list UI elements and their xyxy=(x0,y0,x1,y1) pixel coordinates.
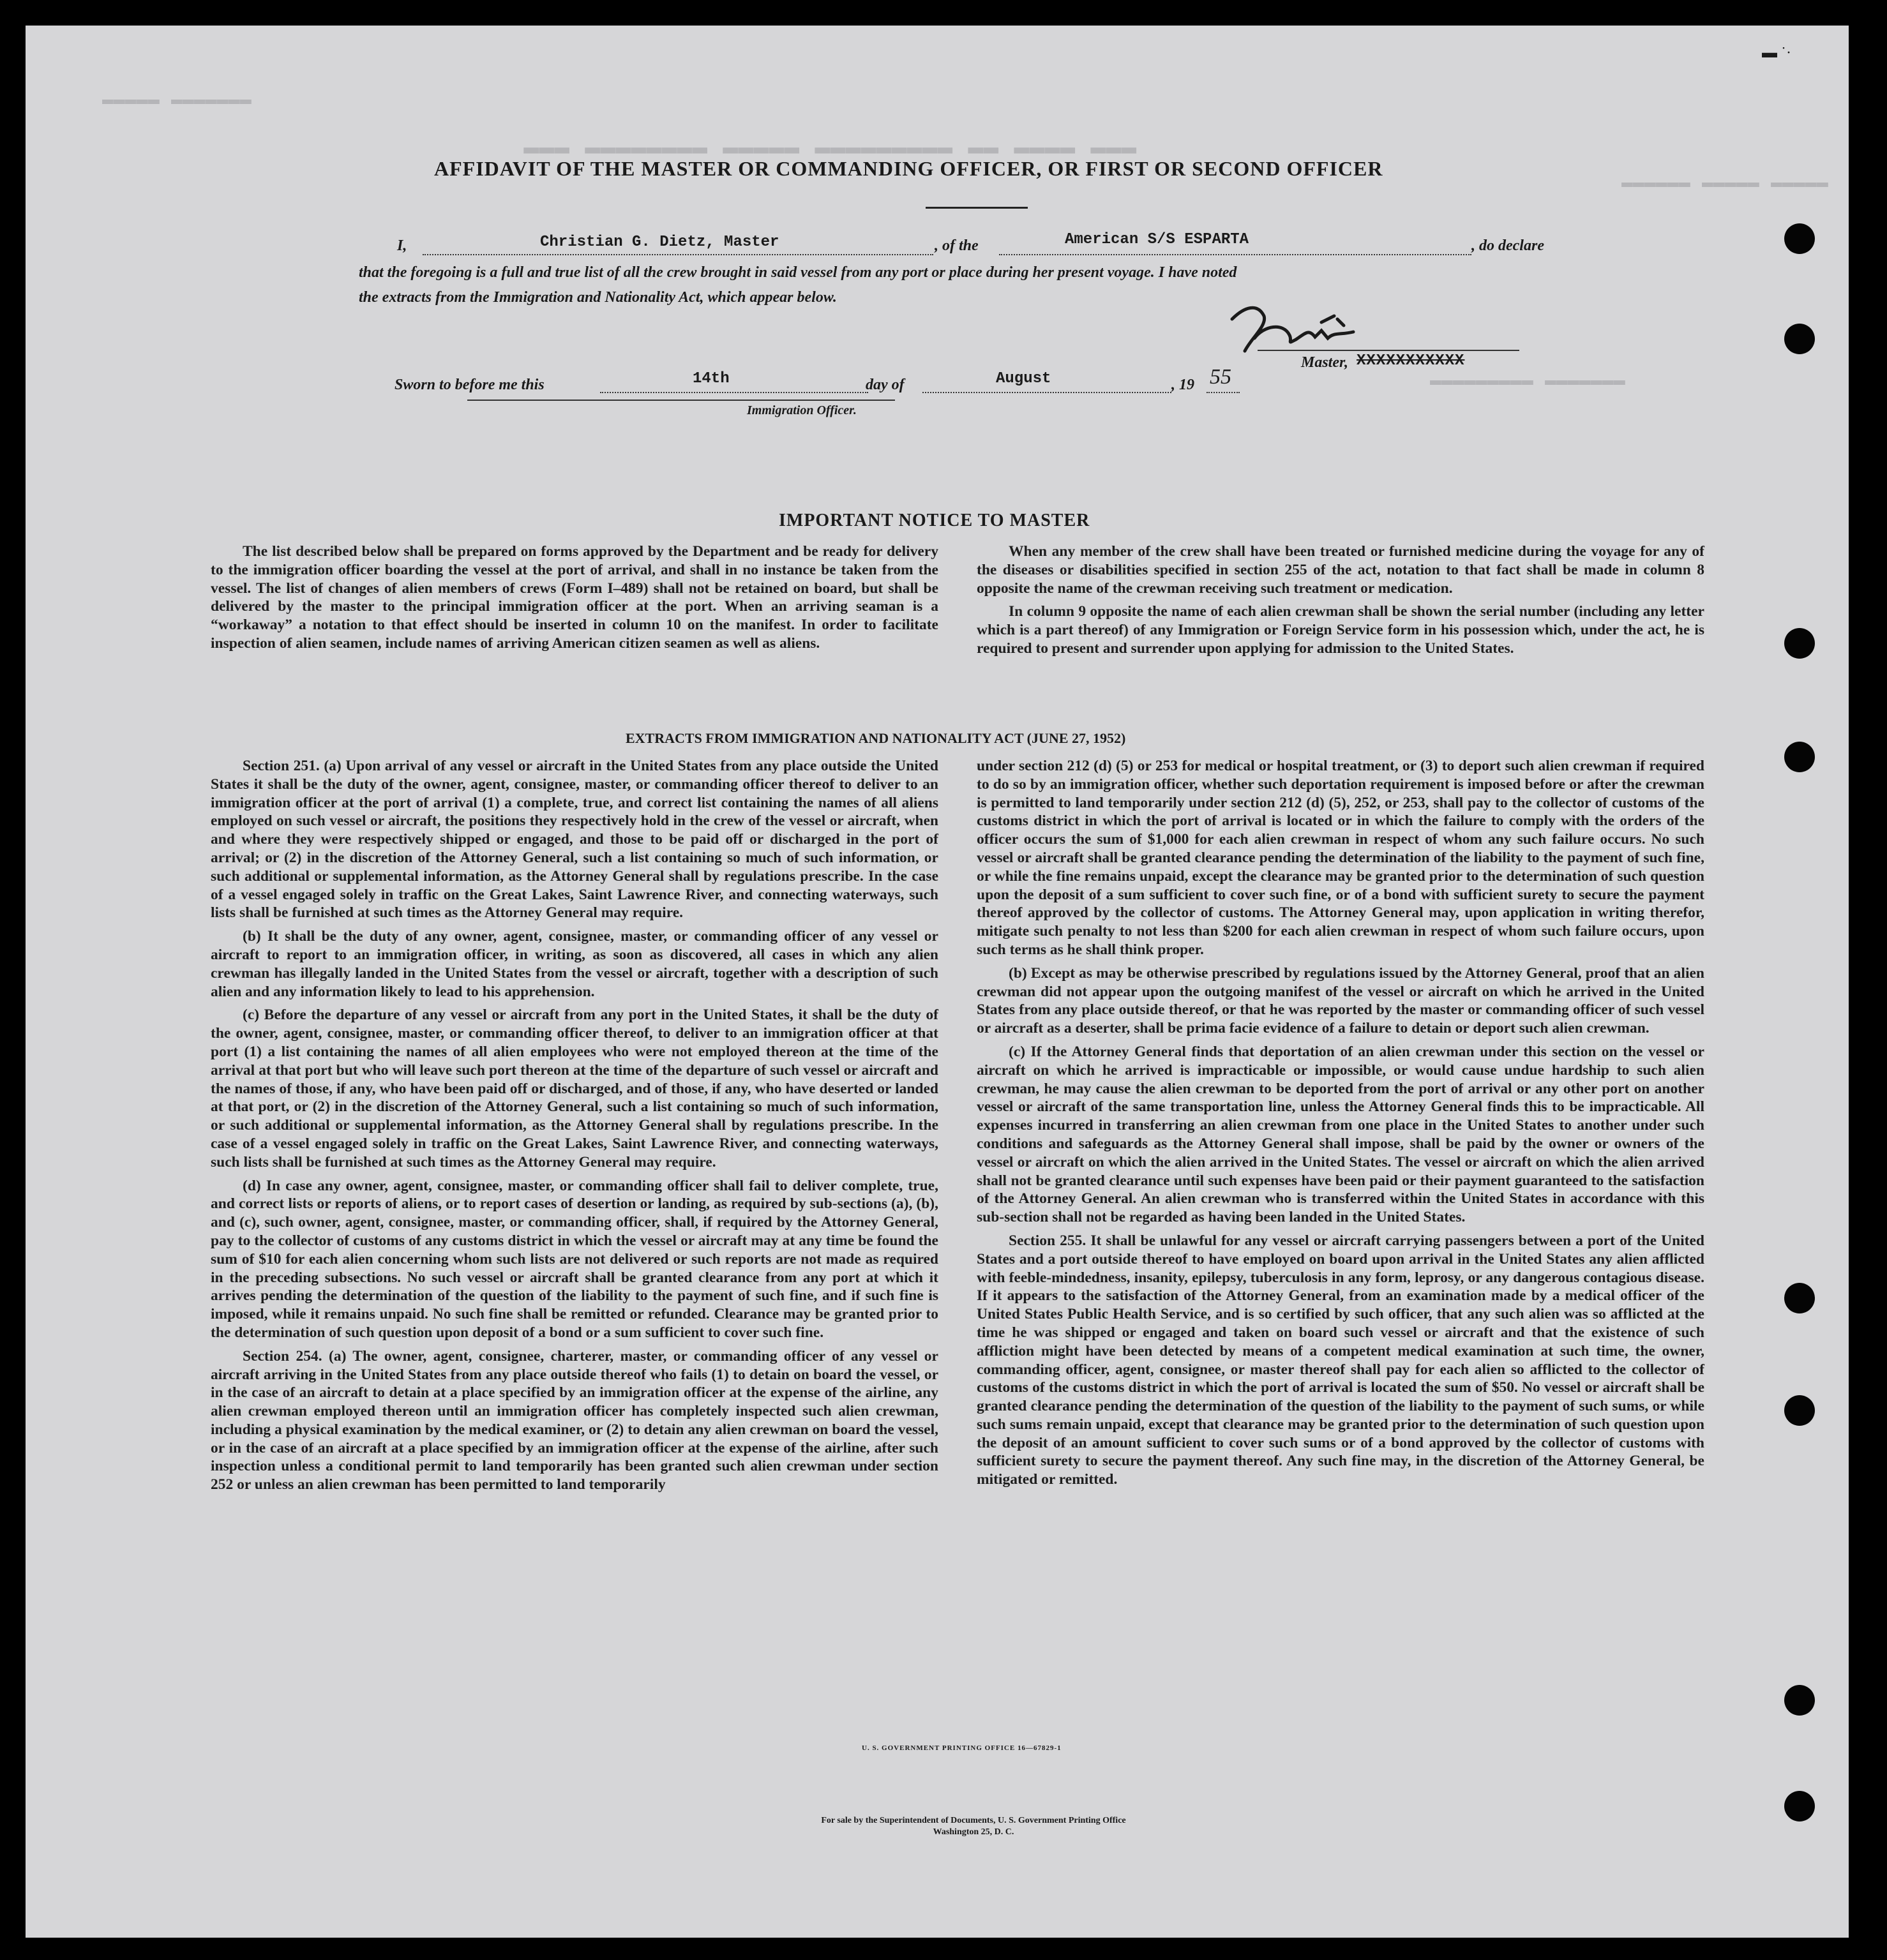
bleed-through-text: ▬▬▬ ▬▬▬▬▬▬▬▬ ▬▬▬▬▬ ▬▬▬▬▬▬▬▬▬ ▬▬ ▬▬▬▬ ▬▬▬ xyxy=(523,134,1137,163)
binder-hole xyxy=(1784,628,1815,659)
binder-hole xyxy=(1784,324,1815,354)
vessel-value: American S/S ESPARTA xyxy=(1065,231,1249,248)
important-notice-title: IMPORTANT NOTICE TO MASTER xyxy=(779,511,1090,530)
master-name-line xyxy=(423,254,933,255)
binder-hole xyxy=(1784,1791,1815,1822)
immigration-officer-line xyxy=(467,400,895,401)
label-immigration-officer: Immigration Officer. xyxy=(747,403,857,417)
master-signature xyxy=(1226,300,1392,357)
binder-hole xyxy=(1784,1395,1815,1426)
master-name-value: Christian G. Dietz, Master xyxy=(540,234,779,251)
section-254b: (b) Except as may be otherwise prescribed by regulations issued by the Attorney General, proof that an alien crewman did not appear upon the outgoing manifest of the vessel or aircraft on which he arrived in the United States from any place outside thereof, or that he was reported by the master or commanding officer of such vessel or aircraft as a deserter, shall be prima facie evidence of a failure to detain or deport such alien crewman. xyxy=(977,964,1704,1037)
section-254a: Section 254. (a) The owner, agent, consignee, charterer, master, or commanding officer of any vessel or aircraft arriving in the United States from any place outside thereof who fails (1) to detain on board the vessel, or in the case of an aircraft to detain at a place specified by an immigration officer at the expense of the airline, any alien crewman employed thereon until an immigration officer has completely inspected such alien crewman, including a physical examination by the medical examiner, or (2) to detain any alien crewman on board the vessel, or in the case of an aircraft at a place specified by an immigration officer at the expense of the airline, after such inspection unless a conditional permit to land temporarily has been granted such alien crewman under section 252 or unless an alien crewman has been permitted to land temporarily xyxy=(211,1347,938,1493)
binder-hole xyxy=(1784,742,1815,772)
sale-notice-line-1: For sale by the Superintendent of Documents, U. S. Government Printing Office xyxy=(821,1816,1126,1825)
notice-left-column xyxy=(211,542,938,658)
label-of-the: , of the xyxy=(935,237,979,254)
extracts-right-column xyxy=(977,757,1704,1494)
notice-paragraph: When any member of the crew shall have been treated or furnished medicine during the voyage for any of the diseases or disabilities specified in section 255 of the act, notation to that fact shall be made in column 8 opposite the name of the crewman receiving such treatment or medication. xyxy=(977,543,1704,597)
year-value: 55 xyxy=(1210,365,1231,389)
day-line xyxy=(600,392,868,393)
affidavit-statement-line-2: that the foregoing is a full and true list of all the crew brought in said vessel from any port or place during her present voyage. I have noted xyxy=(359,264,1237,281)
day-value: 14th xyxy=(693,370,730,387)
section-251a: Section 251. (a) Upon arrival of any vessel or aircraft in the United States from any place outside the United States it shall be the duty of the owner, agent, consignee, master, or commanding officer thereof to deliver to an immigration officer at the port of arrival (1) a complete, true, and correct list containing the names of all aliens employed on such vessel or aircraft, the positions they respectively hold in the crew of the vessel or aircraft, when and where they were respectively shipped or engaged, and those to be paid off or discharged in the port of arrival; or (2) in the discretion of the Attorney General, such a list containing so much of such information, or such additional or supplemental information, as the Attorney General shall by regulations prescribe. In the case of a vessel engaged solely in traffic on the Great Lakes, Saint Lawrence River, and connecting waterways, such lists shall be furnished at such times as the Attorney General may require. xyxy=(211,758,938,922)
notice-paragraph: In column 9 opposite the name of each alien crewman shall be shown the serial number (including any letter which is a part thereof) of any Immigration or Foreign Service form in his possession which, under the act, he is required to present and surrender upon applying for admission to the United States. xyxy=(977,603,1704,657)
affidavit-statement-line-3: the extracts from the Immigration and Nationality Act, which appear below. xyxy=(359,289,837,306)
label-year-prefix: , 19 xyxy=(1171,377,1194,393)
master-signature-line xyxy=(1258,350,1519,351)
section-254c: (c) If the Attorney General finds that deportation of an alien crewman under this section on the vessel or aircraft on which he arrived is impracticable or impossible, or would cause undue hardship to such alien crewman, he may cause the alien crewman to be deported from the port of arrival or any other port on another vessel or aircraft of the same transportation line, unless the Attorney General finds this to be impracticable. All expenses incurred in transferring an alien crewman from one place in the United States to another under such conditions and safeguards as the Attorney General shall impose, shall be paid by the owner or owners of the vessel or aircraft on which the alien arrived in the United States. The vessel or aircraft on which the alien arrived shall not be granted clearance until such expenses have been paid or their payment guaranteed to the satisfaction of the Attorney General. An alien crewman who is transferred within the United States in accordance with this sub-section shall not be regarded as having been landed in the United States. xyxy=(977,1043,1704,1226)
struck-out-text: XXXXXXXXXXX xyxy=(1357,352,1465,370)
binder-hole xyxy=(1784,223,1815,254)
gpo-imprint: U. S. GOVERNMENT PRINTING OFFICE 16—67829-1 xyxy=(862,1744,1062,1752)
sale-notice xyxy=(600,1815,1347,1838)
affidavit-title: AFFIDAVIT OF THE MASTER OR COMMANDING OFFICER, OR FIRST OR SECOND OFFICER xyxy=(434,157,1383,180)
section-254a-continued: under section 212 (d) (5) or 253 for medical or hospital treatment, or (3) to deport such alien crewman if required to do so by an immigration officer, whether such deportation requirement is imposed before or after the crewman is permitted to land temporarily under section 212 (d) (5), 252, or 253, shall pay to the collector of customs of the customs district in which the port of arrival is located or in which the failure to comply with the orders of the officer occurs the sum of $1,000 for each alien crewman in respect of whom any such failure occurs. No such vessel or aircraft shall be granted clearance pending the determination of the liability to the payment of such fine, or while the fine remains unpaid, except the clearance may be granted prior to the determination of such question upon the deposit of a sum sufficient to cover such fine, or of a bond with sufficient surety to secure the payment thereof approved by the collector of customs. The Attorney General may, upon application in writing therefor, mitigate such penalty to not less than $200 for each alien crewman in respect of whom such failure occurs, upon such terms as he shall think proper. xyxy=(977,758,1704,958)
section-251c: (c) Before the departure of any vessel or aircraft from any port in the United States, it shall be the duty of the owner, agent, consignee, master, or commanding officer thereof, to deliver to an immigration officer at that port (1) a list containing the names of all alien employees who were not employed thereon at the time of the arrival at that port but who will leave such port thereon at the time of the departure of such vessel or aircraft and the names of those, if any, who have been paid off or discharged, and of those, if any, who have deserted or landed at that port, or (2) in the discretion of the Attorney General, such a list containing so much of such information, or such additional or supplemental information, as the Attorney General shall by regulations prescribe. In the case of a vessel engaged solely in traffic on the Great Lakes, Saint Lawrence River, and connecting waterways, such lists shall be furnished at such times as the Attorney General may require. xyxy=(211,1006,938,1171)
bleed-through-text: ▬▬▬▬▬▬▬▬▬ ▬▬▬▬▬▬▬ xyxy=(1430,370,1626,392)
title-rule xyxy=(926,207,1028,209)
section-251b: (b) It shall be the duty of any owner, agent, consignee, master, or commanding officer of any vessel or aircraft to report to an immigration officer, in writing, as soon as discovered, all cases in which any alien crewman has illegally landed in the United States from the vessel or aircraft, together with a description of such alien and any information likely to lead to his apprehension. xyxy=(211,928,938,1000)
label-do-declare: , do declare xyxy=(1471,237,1544,254)
notice-right-column xyxy=(977,542,1704,663)
sale-notice-line-2: Washington 25, D. C. xyxy=(933,1827,1014,1837)
document-page xyxy=(26,26,1849,1938)
bleed-through-text: ▬▬▬▬▬ ▬▬▬▬▬▬▬ xyxy=(102,89,252,111)
label-sworn: Sworn to before me this xyxy=(395,377,545,393)
month-value: August xyxy=(996,370,1051,387)
corner-mark: ▬ ˙· xyxy=(1762,45,1791,61)
section-251d: (d) In case any owner, agent, consignee, master, or commanding officer shall fail to deliver complete, true, and correct lists or reports of aliens, or to report cases of desertion or landing, as required by sub-sections (a), (b), and (c), such owner, agent, consignee, master, or commanding officer, shall, if required by the Attorney General, pay to the collector of customs of any customs district in which the vessel or aircraft may at any time be found the sum of $10 for each alien concerning whom such lists are not delivered or such reports are not made as required in the preceding subsections. No such vessel or aircraft shall be granted clearance from any port at which it arrives pending the determination of the question of the liability to the payment of such fine, and if such fine is imposed, while it remains unpaid. No such fine shall be remitted or refunded. Clearance may be granted prior to the determination of such question upon deposit of a bond or a sum sufficient to cover such fine. xyxy=(211,1177,938,1341)
month-line xyxy=(922,392,1171,393)
label-i: I, xyxy=(397,237,407,254)
bleed-through-text: ▬▬▬▬▬▬ ▬▬▬▬▬ ▬▬▬▬▬ xyxy=(1621,172,1829,194)
vessel-line xyxy=(999,254,1471,255)
binder-hole xyxy=(1784,1283,1815,1313)
extracts-left-column xyxy=(211,757,938,1499)
label-day-of: day of xyxy=(866,377,905,393)
year-line xyxy=(1207,392,1240,393)
label-master: Master, xyxy=(1301,354,1349,371)
binder-hole xyxy=(1784,1685,1815,1716)
section-255: Section 255. It shall be unlawful for any vessel or aircraft carrying passengers between a port of the United States and a port outside thereof to have employed on board upon arrival in the United States any alien afflicted with feeble-mindedness, insanity, epilepsy, tuberculosis in any form, leprosy, or any dangerous contagious disease. If it appears to the satisfaction of the Attorney General, from an examination made by a medical officer of the United States Public Health Service, and is so certified by such officer, that any such alien was so afflicted at the time he was shipped or engaged and taken on board such vessel or aircraft and that the existence of such affliction might have been detected by means of a competent medical examination at such time, the owner, commanding officer, agent, consignee, or master thereof shall pay for each alien so afflicted to the collector of customs of the customs district in which the port of arrival is located the sum of $50. No vessel or aircraft shall be granted clearance pending the determination of the question of the liability to the payment of such sums, or while such sums remain unpaid, except that clearance may be granted prior to the determination of such question upon the deposit of an amount sufficient to cover such sums or of a bond approved by the collector of customs with sufficient surety to secure the payment thereof. Any such fine may, in the discretion of the Attorney General, be mitigated or remitted. xyxy=(977,1232,1704,1488)
notice-paragraph: The list described below shall be prepared on forms approved by the Department and be ready for delivery to the immigration officer boarding the vessel at the port of arrival, and shall in no instance be taken from the vessel. The list of changes of alien members of crews (Form I–489) shall not be retained on board, but shall be delivered by the master to the principal immigration officer at the port. When an arriving seaman is a “workaway” a notation to that effect should be inserted in column 10 on the manifest. In order to facilitate inspection of alien seamen, include names of arriving American citizen seamen as well as aliens. xyxy=(211,543,938,652)
extracts-title: EXTRACTS FROM IMMIGRATION AND NATIONALITY ACT (JUNE 27, 1952) xyxy=(626,730,1126,746)
